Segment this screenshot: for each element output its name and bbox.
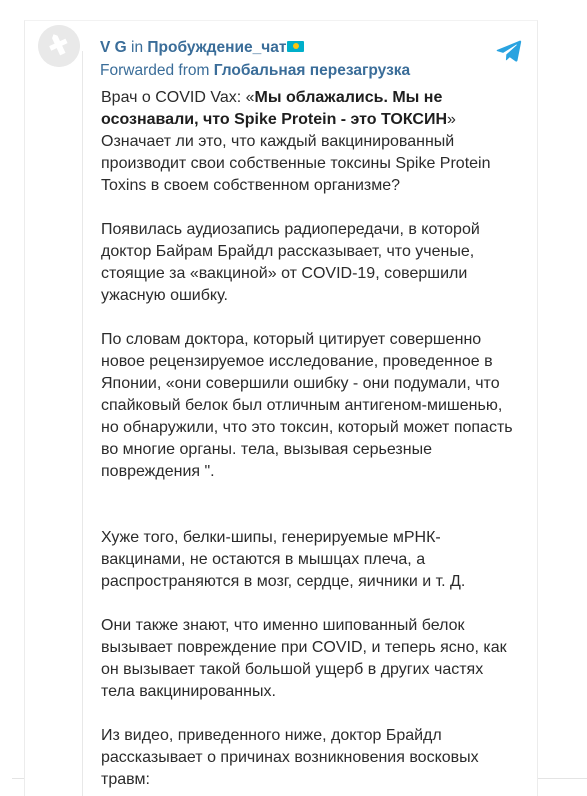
author-name[interactable]: V G [100,39,127,56]
forwarded-prefix: Forwarded from [100,62,210,79]
avatar[interactable] [38,25,80,67]
post-card [24,20,538,796]
paragraph-gap [101,483,519,527]
chat-name[interactable]: Пробуждение_чат [147,39,287,56]
p1-end: » Означает ли это, что каждый вакцинированный производит свои собственные токсины Spike Protein Toxins в своем собственном организме? [101,111,491,194]
paragraph-gap [101,593,519,615]
in-label: in [131,39,144,56]
paragraph-gap [101,703,519,725]
forwarded-source[interactable]: Глобальная перезагрузка [213,62,411,79]
telegram-icon[interactable] [496,39,522,63]
message-paragraph-4: Хуже того, белки-шипы, генерируемые мРНК-вакцинами, не остаются в мышцах плеча, а распространяются в мозг, сердце, яичники и т. Д. [101,529,466,590]
thread-line [82,51,83,796]
paragraph-gap [101,197,519,219]
paragraph-gap [101,307,519,329]
message-body [101,87,519,791]
kazakhstan-flag-icon [287,41,304,52]
message-paragraph-1 [101,87,519,197]
message-paragraph-6: Из видео, приведенного ниже, доктор Брайдл рассказывает о причинах возникновения восковых травм: [101,727,479,788]
avatar-placeholder-icon [38,25,80,67]
p1-bold: Мы облажались. Мы не осознавали, что Spike Protein - это ТОКСИН [101,89,448,128]
post-header [100,38,304,58]
forwarded-line [100,61,410,81]
message-paragraph-5: Они также знают, что именно шипованный белок вызывает повреждение при COVID, и теперь ясно, как он вызывает такой большой ущерб в других частях тела вакцинированных. [101,617,507,700]
message-paragraph-2: Появилась аудиозапись радиопередачи, в которой доктор Байрам Брайдл рассказывает, что ученые, стоящие за «вакциной» от COVID-19, совершили ужасную ошибку. [101,221,480,304]
p1-start: Врач о COVID Vax: « [101,89,255,106]
message-paragraph-3: По словам доктора, который цитирует совершенно новое рецензируемое исследование, проведенное в Японии, «они совершили ошибку - они подумали, что спайковый белок был отличным антигеном-мишенью, но обнаружили, что это токсин, который может попасть во многие органы. тела, вызывая серьезные повреждения ". [101,331,513,480]
